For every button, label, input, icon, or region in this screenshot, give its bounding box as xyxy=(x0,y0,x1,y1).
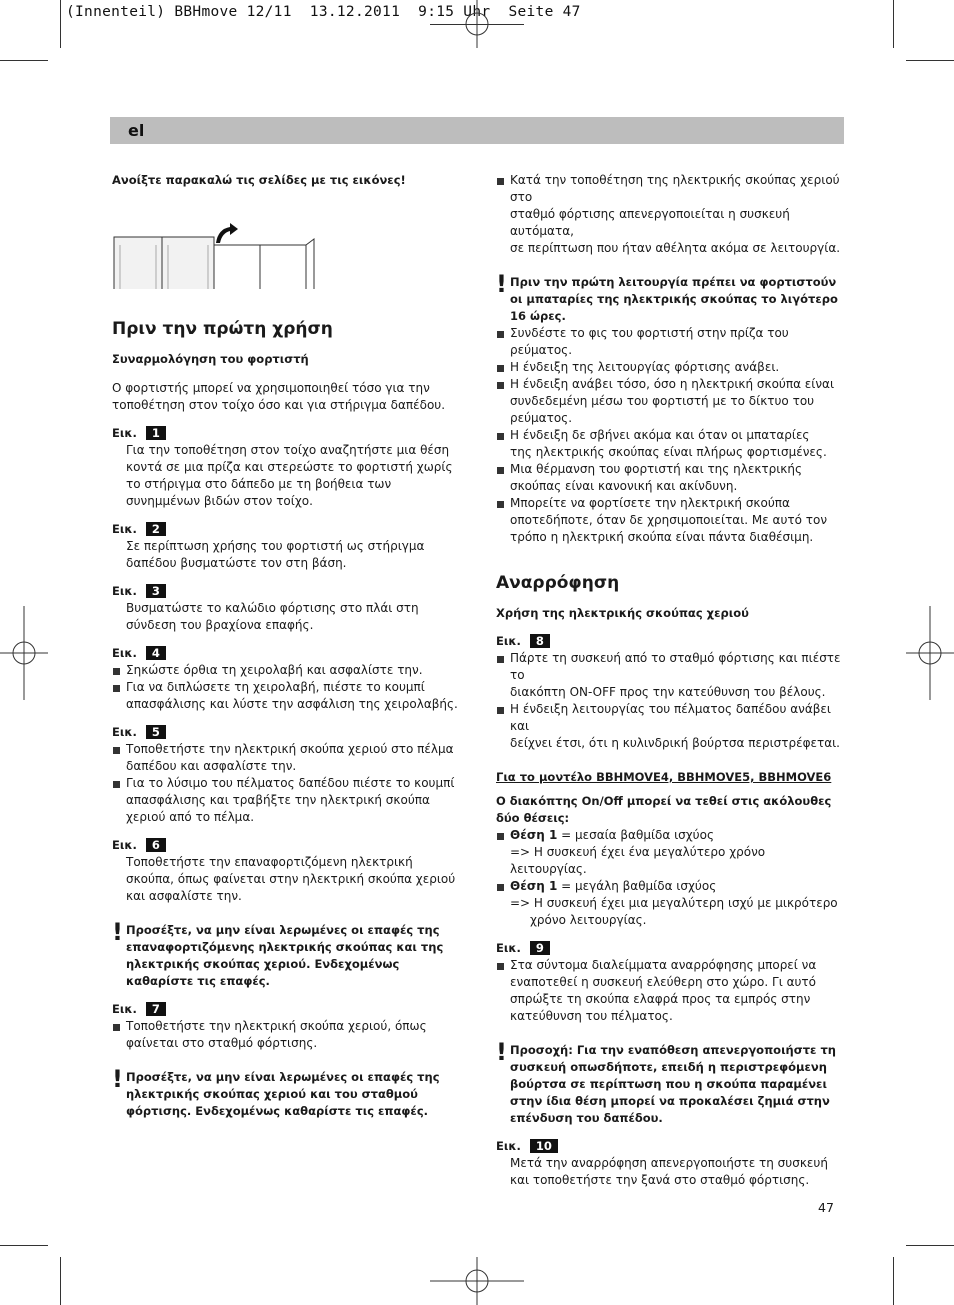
arrow-note: => Η συσκευή έχει μια μεγαλύτερη ισχύ με μικρότερο xyxy=(510,896,838,910)
open-booklet-illustration xyxy=(112,199,322,289)
list-item: Η ένδειξη ανάβει τόσο, όσο η ηλεκτρική σκούπα είναι συνδεδεμένη μέσω του φορτιστή με το δίκτυο του ρεύματος. xyxy=(496,376,844,427)
fig2-text: Σε περίπτωση χρήσης του φορτιστή ως στήριγμα δαπέδου βυσματώστε τον στη βάση. xyxy=(126,539,425,570)
right-column xyxy=(496,172,844,1189)
warning-brush: ! Προσοχή: Για την εναπόθεση απενεργοποιήστε τη συσκευή οπωσδήποτε, επειδή η περιστρεφόμενη βούρτσα σε περίπτωση που η σκούπα παραμένει στην ίδια θέση μπορεί να προκαλέσει ζημιά στην επένδυση του δαπέδου. xyxy=(496,1038,836,1125)
fig10-text: Μετά την αναρρόφηση απενεργοποιήστε τη συσκευή και τοποθετήστε την ξανά στο σταθμό φόρτισης. xyxy=(510,1156,828,1187)
arrow-note: => Η συσκευή έχει ένα μεγαλύτερο χρόνο λειτουργίας. xyxy=(510,845,766,876)
language-tag: el xyxy=(128,121,145,140)
list-item: Συνδέστε το φις του φορτιστή στην πρίζα του ρεύματος. xyxy=(496,325,844,359)
fig1-text: Για την τοποθέτηση στον τοίχο αναζητήστε μια θέση κοντά σε μια πρίζα και στερεώστε το φορτιστή χωρίς το στήριγμα στο δάπεδο με τη βοήθεια των συνημμένων βιδών στον τοίχο. xyxy=(126,443,453,508)
list-item: Θέση 1 = μεσαία βαθμίδα ισχύος xyxy=(496,827,844,844)
fig3-text: Βυσματώστε το καλώδιο φόρτισης στο πλάι στη σύνδεση του βραχίονα επαφής. xyxy=(126,601,419,632)
heading-suction: Αναρρόφηση xyxy=(496,573,620,593)
list-item: Η ένδειξη λειτουργίας του πέλματος δαπέδου ανάβει και δείχνει έτσι, ότι η κυλινδρική βούρτσα περιστρέφεται. xyxy=(496,701,844,752)
list-item: Η ένδειξη της λειτουργίας φόρτισης ανάβει. xyxy=(496,359,844,376)
list-item: Για να διπλώσετε τη χειρολαβή, πιέστε το κουμπί απασφάλισης και λύστε την ασφάλιση της χειρολαβής. xyxy=(112,679,458,713)
page-number: 47 xyxy=(818,1200,834,1215)
intro-paragraph: Ο φορτιστής μπορεί να χρησιμοποιηθεί τόσο για την τοποθέτηση στον τοίχο όσο και για στήριγμα δαπέδου. xyxy=(112,381,446,412)
switch-intro: Ο διακόπτης On/Off μπορεί να τεθεί στις ακόλουθες δύο θέσεις: xyxy=(496,794,832,825)
figure-ref-1: Εικ. 1 xyxy=(112,425,458,442)
print-header: (Innenteil) BBHmove 12/11 13.12.2011 9:15 Uhr Seite 47 xyxy=(66,4,581,20)
model-line: Για το μοντέλο BBHMOVE4, BBHMOVE5, BBHMOVE6 xyxy=(496,770,832,784)
figure-ref-8: Εικ. 8 xyxy=(496,633,844,650)
list-item: Σηκώστε όρθια τη χειρολαβή και ασφαλίστε την. xyxy=(112,662,458,679)
list-item: Μια θέρμανση του φορτιστή και της ηλεκτρικής σκούπας είναι κανονική και ακίνδυνη. xyxy=(496,461,844,495)
figure-ref-7: Εικ. 7 xyxy=(112,1001,458,1018)
figure-ref-3: Εικ. 3 xyxy=(112,583,458,600)
list-item: Κατά την τοποθέτηση της ηλεκτρικής σκούπας χεριού στο σταθμό φόρτισης απενεργοποιείται η συσκευή αυτόματα, σε περίπτωση που ήταν αθέλητα ακόμα σε λειτουργία. xyxy=(496,172,844,257)
figure-ref-2: Εικ. 2 xyxy=(112,521,458,538)
figure-ref-10: Εικ. 10 xyxy=(496,1138,844,1155)
list-item: Θέση 1 = μεγάλη βαθμίδα ισχύος xyxy=(496,878,844,895)
fig6-text: Τοποθετήστε την επαναφορτιζόμενη ηλεκτρική σκούπα, όπως φαίνεται στην ηλεκτρική σκούπα χεριού και ασφαλίστε την. xyxy=(126,855,456,903)
list-item: Για το λύσιμο του πέλματος δαπέδου πιέστε το κουμπί απασφάλισης και τραβήξτε την ηλεκτρική σκούπα χεριού από το πέλμα. xyxy=(112,775,458,826)
subheading-assembly: Συναρμολόγηση του φορτιστή xyxy=(112,352,309,366)
language-bar xyxy=(110,117,844,144)
figure-ref-5: Εικ. 5 xyxy=(112,724,458,741)
list-item: Η ένδειξη δε σβήνει ακόμα και όταν οι μπαταρίες της ηλεκτρικής σκούπας είναι πλήρως φορτισμένες. xyxy=(496,427,844,461)
list-item: Μπορείτε να φορτίσετε την ηλεκτρική σκούπα οποτεδήποτε, όταν δε χρησιμοποιείται. Με αυτό τον τρόπο η ηλεκτρική σκούπα είναι πάντα διαθέσιμη. xyxy=(496,495,844,546)
list-item: Στα σύντομα διαλείμματα αναρρόφησης μπορεί να εναποτεθεί η συσκευή ελεύθερη στο χώρο. Γι αυτό σπρώξτε τη σκούπα ελαφρά προς τα εμπρός στην κατεύθυνση του πέλματος. xyxy=(496,957,844,1025)
exclamation-icon: ! xyxy=(112,1065,123,1093)
exclamation-icon: ! xyxy=(496,1038,507,1066)
warning-contacts-1: ! Προσέξτε, να μην είναι λερωμένες οι επαφές της επαναφορτιζόμενης ηλεκτρικής σκούπας και της ηλεκτρικής σκούπας χεριού. Ενδεχομένως καθαρίστε τις επαφές. xyxy=(112,918,444,988)
intro-text: Ανοίξτε παρακαλώ τις σελίδες με τις εικόνες! xyxy=(112,173,406,187)
heading-before-first-use: Πριν την πρώτη χρήση xyxy=(112,319,333,339)
arrow-note-cont: χρόνο λειτουργίας. xyxy=(530,913,647,927)
left-column xyxy=(112,172,458,1120)
warning-contacts-2: ! Προσέξτε, να μην είναι λερωμένες οι επαφές της ηλεκτρικής σκούπας χεριού και του σταθμού φόρτισης. Ενδεχομένως καθαρίστε τις επαφές. xyxy=(112,1065,440,1118)
exclamation-icon: ! xyxy=(496,270,507,298)
list-item: Τοποθετήστε την ηλεκτρική σκούπα χεριού, όπως φαίνεται στο σταθμό φόρτισης. xyxy=(112,1018,458,1052)
figure-ref-9: Εικ. 9 xyxy=(496,940,844,957)
subheading-hand-vacuum: Χρήση της ηλεκτρικής σκούπας χεριού xyxy=(496,606,749,620)
list-item: Πάρτε τη συσκευή από το σταθμό φόρτισης και πιέστε το διακόπτη ON-OFF προς την κατεύθυνση του βέλους. xyxy=(496,650,844,701)
figure-ref-6: Εικ. 6 xyxy=(112,837,458,854)
list-item: Τοποθετήστε την ηλεκτρική σκούπα χεριού στο πέλμα δαπέδου και ασφαλίστε την. xyxy=(112,741,458,775)
exclamation-icon: ! xyxy=(112,918,123,946)
figure-ref-4: Εικ. 4 xyxy=(112,645,458,662)
warning-first-charge: ! Πριν την πρώτη λειτουργία πρέπει να φορτιστούν οι μπαταρίες της ηλεκτρικής σκούπας το λιγότερο 16 ώρες. xyxy=(496,270,838,323)
